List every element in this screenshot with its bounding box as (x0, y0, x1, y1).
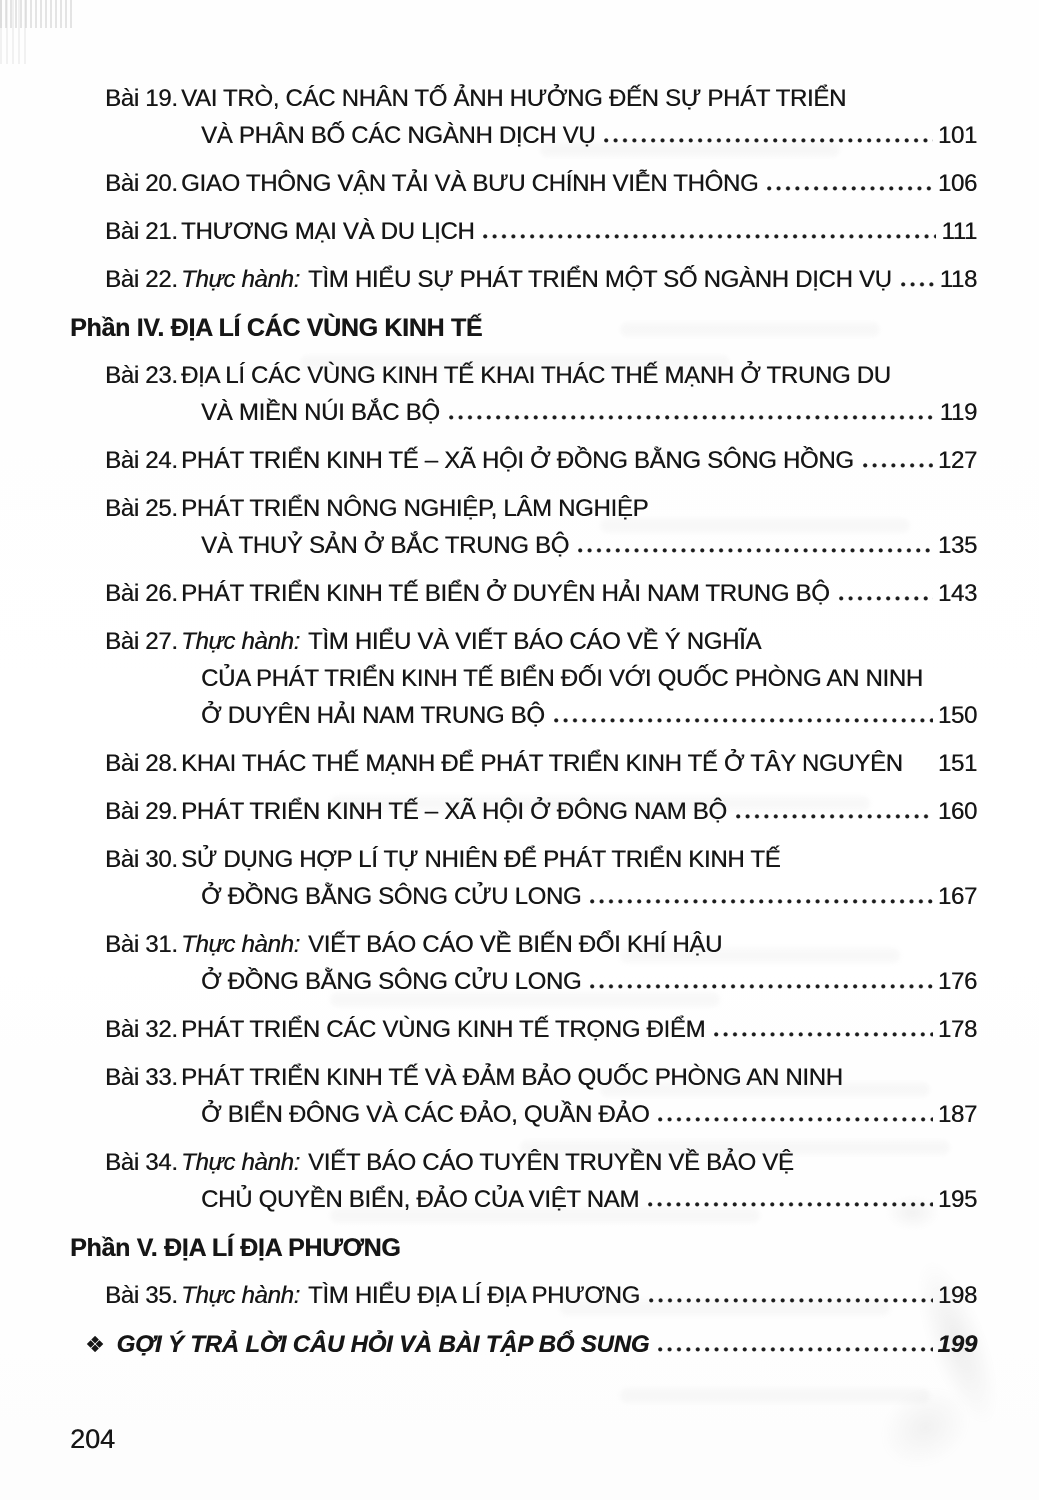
entry-line (105, 793, 977, 830)
practice-prefix: Thực hành: (181, 266, 300, 293)
dot-leader (554, 718, 933, 723)
entry-label: Bài 21. (105, 218, 178, 245)
toc-special-entry (85, 1326, 977, 1364)
entry-page-number: 199 (937, 1331, 977, 1358)
scan-artifact-ghost (620, 1388, 930, 1403)
entry-label: Bài 31. (105, 931, 178, 958)
practice-prefix: Thực hành: (181, 931, 300, 958)
toc-entry (105, 80, 977, 154)
entry-label: Bài 25. (105, 495, 178, 522)
entry-title: PHÁT TRIỂN KINH TẾ BIỂN Ở DUYÊN HẢI NAM TRUNG BỘ (181, 580, 830, 607)
section-heading: Phần V. ĐỊA LÍ ĐỊA PHƯƠNG (70, 1234, 401, 1262)
entry-line (105, 442, 977, 479)
scan-artifact-corner-v (0, 0, 30, 64)
entry-label: Bài 29. (105, 798, 178, 825)
dot-leader (658, 1117, 932, 1122)
entry-title: PHÁT TRIỂN KINH TẾ VÀ ĐẢM BẢO QUỐC PHÒNG AN NINH (181, 1064, 843, 1091)
entry-page-number: 150 (937, 702, 977, 729)
toc-entry (105, 1277, 977, 1314)
entry-line (105, 623, 977, 660)
toc-entry (105, 1059, 977, 1133)
entry-title: VÀ MIỀN NÚI BẮC BỘ (201, 399, 440, 426)
entry-line (105, 1059, 977, 1096)
page-number: 204 (70, 1424, 116, 1454)
entry-title: Ở ĐỒNG BẰNG SÔNG CỬU LONG (201, 883, 582, 910)
entry-label: Bài 20. (105, 170, 178, 197)
entry-label: Bài 34. (105, 1149, 178, 1176)
dot-leader (483, 234, 936, 239)
toc-entry (105, 841, 977, 915)
entry-title: VIẾT BÁO CÁO TUYÊN TRUYỀN VỀ BẢO VỆ (307, 1149, 794, 1176)
toc-entry (105, 1011, 977, 1048)
section-heading: Phần IV. ĐỊA LÍ CÁC VÙNG KINH TẾ (70, 314, 483, 342)
entry-page-number: 119 (939, 399, 977, 426)
entry-line (105, 1011, 977, 1048)
entry-page-number: 106 (937, 170, 977, 197)
entry-line (105, 527, 977, 564)
entry-line (105, 261, 977, 298)
toc-entry (105, 213, 977, 250)
entry-label: Bài 30. (105, 846, 178, 873)
dot-leader (736, 814, 933, 819)
entry-title: ĐỊA LÍ CÁC VÙNG KINH TẾ KHAI THÁC THẾ MẠNH Ở TRUNG DU (181, 362, 891, 389)
entry-title: Ở BIỂN ĐÔNG VÀ CÁC ĐẢO, QUẦN ĐẢO (201, 1101, 650, 1128)
entry-line (105, 1096, 977, 1133)
entry-label: Bài 24. (105, 447, 178, 474)
entry-title: GIAO THÔNG VẬN TẢI VÀ BƯU CHÍNH VIỄN THÔNG (181, 170, 759, 197)
entry-page-number: 167 (937, 883, 977, 910)
entry-page-number: 176 (937, 968, 977, 995)
entry-page-number: 135 (937, 532, 977, 559)
entry-line (105, 165, 977, 202)
entry-page-number: 160 (937, 798, 977, 825)
entry-label: Bài 32. (105, 1016, 178, 1043)
entry-title: CỦA PHÁT TRIỂN KINH TẾ BIỂN ĐỐI VỚI QUỐC PHÒNG AN NINH (201, 665, 923, 692)
entry-title: PHÁT TRIỂN KINH TẾ – XÃ HỘI Ở ĐÔNG NAM BỘ (181, 798, 727, 825)
toc-entry (105, 261, 977, 298)
entry-line (105, 490, 977, 527)
entry-line (105, 963, 977, 1000)
dot-leader (901, 282, 935, 287)
dot-leader (863, 463, 933, 468)
entry-label: Bài 33. (105, 1064, 178, 1091)
entry-page-number: 195 (937, 1186, 977, 1213)
toc-entry (105, 165, 977, 202)
entry-title: Ở ĐỒNG BẰNG SÔNG CỬU LONG (201, 968, 582, 995)
special-entry-title: GỢI Ý TRẢ LỜI CÂU HỎI VÀ BÀI TẬP BỔ SUNG (116, 1331, 650, 1358)
practice-prefix: Thực hành: (181, 1149, 300, 1176)
entry-title: SỬ DỤNG HỢP LÍ TỰ NHIÊN ĐỂ PHÁT TRIỂN KINH TẾ (181, 846, 781, 873)
dot-leader (578, 548, 933, 553)
dot-leader (648, 1202, 933, 1207)
entry-label: Bài 22. (105, 266, 178, 293)
entry-title: TÌM HIỂU ĐỊA LÍ ĐỊA PHƯƠNG (307, 1282, 640, 1309)
entry-line (105, 1277, 977, 1314)
entry-title: TÌM HIỂU SỰ PHÁT TRIỂN MỘT SỐ NGÀNH DỊCH VỤ (307, 266, 892, 293)
entry-title: TÌM HIỂU VÀ VIẾT BÁO CÁO VỀ Ý NGHĨA (307, 628, 762, 655)
entry-label: Bài 19. (105, 85, 178, 112)
entry-line (105, 697, 977, 734)
toc-entry (105, 745, 977, 782)
entry-title: VÀ PHÂN BỐ CÁC NGÀNH DỊCH VỤ (201, 122, 596, 149)
dot-leader (604, 138, 933, 143)
dot-leader (590, 984, 933, 989)
practice-prefix: Thực hành: (181, 1282, 300, 1309)
entry-line (105, 357, 977, 394)
toc-entry (105, 575, 977, 612)
entry-title: PHÁT TRIỂN CÁC VÙNG KINH TẾ TRỌNG ĐIỂM (181, 1016, 706, 1043)
entry-page-number: 118 (939, 266, 977, 293)
entry-line (105, 213, 977, 250)
entry-page-number: 143 (937, 580, 977, 607)
entry-page-number: 198 (937, 1282, 977, 1309)
entry-label: Bài 26. (105, 580, 178, 607)
entry-line (105, 1181, 977, 1218)
diamond-icon: ❖ (85, 1332, 105, 1357)
entry-page-number: 151 (937, 750, 977, 777)
entry-page-number: 178 (937, 1016, 977, 1043)
entry-page-number: 101 (937, 122, 977, 149)
entry-title: VÀ THUỶ SẢN Ở BẮC TRUNG BỘ (201, 532, 569, 559)
entry-label: Bài 23. (105, 362, 178, 389)
toc-entry (105, 442, 977, 479)
toc-entry (105, 623, 977, 734)
dot-leader (590, 899, 933, 904)
toc-entry (105, 793, 977, 830)
entry-line (105, 745, 977, 782)
entry-page-number: 111 (941, 218, 977, 245)
entry-title: PHÁT TRIỂN KINH TẾ – XÃ HỘI Ở ĐỒNG BẰNG SÔNG HỒNG (181, 447, 854, 474)
entry-page-number: 127 (937, 447, 977, 474)
entry-line (105, 394, 977, 431)
entry-line (105, 926, 977, 963)
toc-entry (105, 1144, 977, 1218)
entry-page-number: 187 (937, 1101, 977, 1128)
entry-label: Bài 27. (105, 628, 178, 655)
entry-line (105, 575, 977, 612)
entry-title: PHÁT TRIỂN NÔNG NGHIỆP, LÂM NGHIỆP (181, 495, 649, 522)
dot-leader (912, 766, 933, 771)
entry-line (105, 878, 977, 915)
entry-line (105, 660, 977, 697)
dot-leader (714, 1032, 933, 1037)
entry-title: KHAI THÁC THẾ MẠNH ĐỂ PHÁT TRIỂN KINH TẾ Ở TÂY NGUYÊN (181, 750, 903, 777)
dot-leader (449, 415, 935, 420)
entry-title: Ở DUYÊN HẢI NAM TRUNG BỘ (201, 702, 545, 729)
toc-list (70, 80, 977, 1364)
entry-title: VIẾT BÁO CÁO VỀ BIẾN ĐỔI KHÍ HẬU (307, 931, 723, 958)
entry-title: THƯƠNG MẠI VÀ DU LỊCH (181, 218, 475, 245)
entry-title: CHỦ QUYỀN BIỂN, ĐẢO CỦA VIỆT NAM (201, 1186, 640, 1213)
dot-leader (658, 1347, 932, 1352)
toc-entry (105, 490, 977, 564)
toc-entry (105, 926, 977, 1000)
entry-line (105, 80, 977, 117)
dot-leader (767, 186, 933, 191)
entry-line (105, 1144, 977, 1181)
entry-label: Bài 35. (105, 1282, 178, 1309)
entry-title: VAI TRÒ, CÁC NHÂN TỐ ẢNH HƯỞNG ĐẾN SỰ PHÁT TRIỂN (181, 85, 847, 112)
toc-entry (105, 357, 977, 431)
dot-leader (649, 1298, 933, 1303)
entry-label: Bài 28. (105, 750, 178, 777)
practice-prefix: Thực hành: (181, 628, 300, 655)
entry-line (105, 117, 977, 154)
dot-leader (839, 596, 933, 601)
entry-line (105, 841, 977, 878)
